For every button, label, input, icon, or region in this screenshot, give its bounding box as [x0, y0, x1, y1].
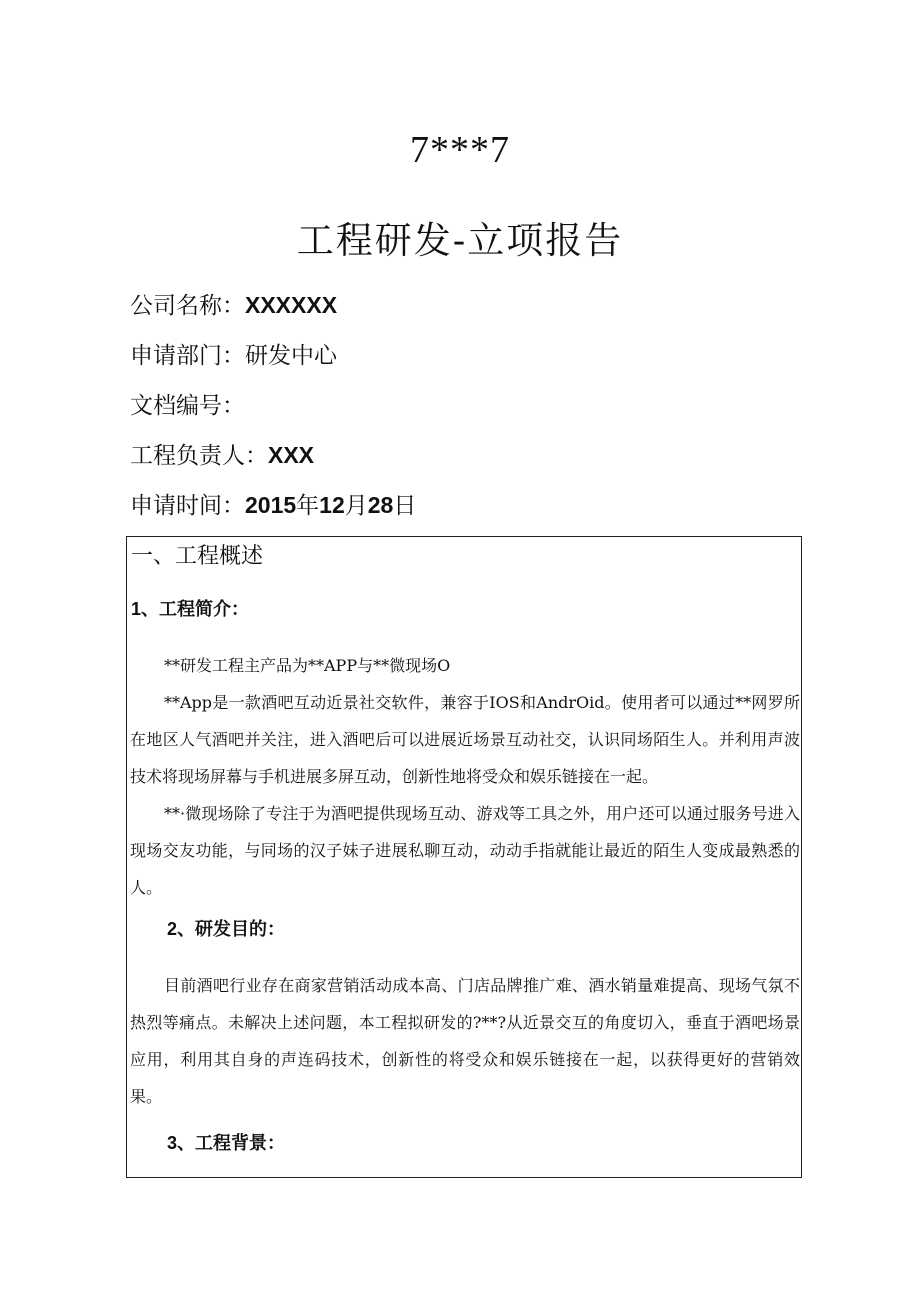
department-value: 研发中心: [245, 343, 337, 369]
date-day-unit: 日: [393, 493, 417, 519]
department-label: 申请部门：: [130, 343, 245, 369]
document-title: 工程研发-立项报告: [296, 219, 624, 262]
purpose-heading: 2、研发目的：: [167, 919, 286, 939]
date-day: 28: [367, 492, 394, 518]
intro-paragraph-2: **App是一款酒吧互动近景社交软件，兼容于IOS和AndrOid。使用者可以通过**网罗所在地区人气酒吧并关注，进入酒吧后可以进展近场景互动社交，认识同场陌生人。并利用声波技术将现场屏幕与手机进展多屏互动，创新性地将受众和娱乐链接在一起。: [130, 693, 800, 786]
meta-document-number: [130, 387, 245, 420]
company-label: 公司名称：: [130, 293, 245, 319]
date-month-unit: 月: [344, 493, 368, 519]
overview-section-box: [126, 536, 802, 1178]
owner-value: XXX: [268, 442, 315, 468]
background-heading: 3、工程背景：: [167, 1133, 286, 1153]
intro-paragraph-1: **研发工程主产品为**APP与**微现场O: [164, 656, 451, 675]
date-month: 12: [319, 492, 345, 518]
meta-department: [130, 337, 337, 370]
meta-company: [130, 287, 337, 320]
date-year-unit: 年: [296, 493, 320, 519]
intro-paragraph-3: **·微现场除了专注于为酒吧提供现场互动、游戏等工具之外，用户还可以通过服务号进入现场交友功能，与同场的汉子妹子进展私聊互动，动动手指就能让最近的陌生人变成最熟悉的人。: [130, 804, 800, 897]
date-year: 2015: [245, 492, 297, 518]
intro-heading: 1、工程简介：: [131, 599, 250, 619]
owner-label: 工程负责人：: [130, 443, 268, 469]
company-value: XXXXXX: [245, 292, 338, 318]
meta-owner: [130, 437, 314, 470]
purpose-paragraph-1: 目前酒吧行业存在商家营销活动成本高、门店品牌推广难、酒水销量难提高、现场气氛不热烈等痛点。未解决上述问题，本工程拟研发的?**?从近景交互的角度切入，垂直于酒吧场景应用，利用其自身的声连码技术，创新性的将受众和娱乐链接在一起，以获得更好的营销效果。: [130, 976, 800, 1106]
overview-heading: 一、工程概述: [131, 544, 264, 569]
date-label: 申请时间：: [130, 493, 245, 519]
document-code: 7***7: [410, 129, 510, 171]
document-number-label: 文档编号：: [130, 393, 245, 419]
meta-date: [130, 487, 416, 520]
